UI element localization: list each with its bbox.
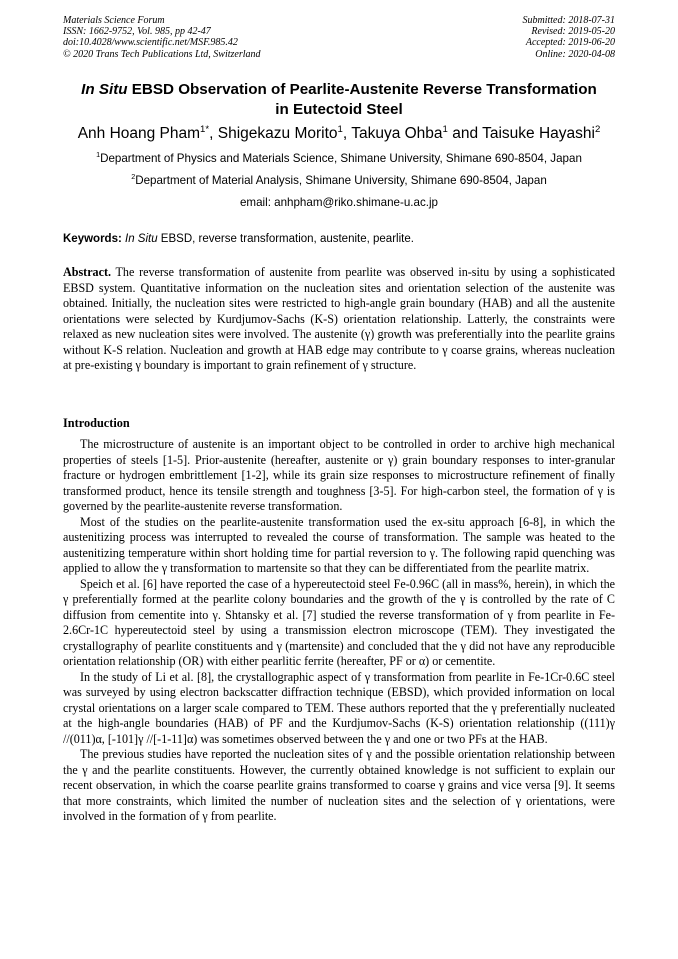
date-accepted: Accepted: 2019-06-20 [525, 37, 615, 49]
date-submitted: Submitted: 2018-07-31 [522, 15, 615, 26]
keywords-italic: In Situ [125, 233, 158, 245]
paper-title [40, 80, 638, 119]
affiliation-sup: 1 [96, 150, 101, 160]
affiliation-2 [30, 174, 648, 188]
section-heading: Introduction [63, 416, 130, 430]
author-name: Anh Hoang Pham [77, 125, 201, 142]
abstract [63, 265, 615, 374]
author-sup: 1 [442, 123, 448, 135]
paragraph: Most of the studies on the pearlite-austenite transformation used the ex-situ approach [6-8], in which the austenitizing process was interrupted to revealed the course of transformation. The sample was heated to the austenitizing temperature within short holding time for partial reversion to γ. The following rapid quenching was applied to allow the γ transformation to martensite so that they can be differentiated from the pearlite matrix. [63, 514, 615, 575]
abstract-text: The reverse transformation of austenite from pearlite was observed in-situ by using a sophisticated EBSD system. Quantitative information on the nucleation sites and orientation selection of the austenite was obtained. Initially, the nucleation sites were restricted to high-angle grain boundary (HAB) and all the austenite orientations were selected by Kurdjumov-Sachs (K-S) orientation relationship. Latterly, the constraints were relaxed as new nucleation sites were involved. The austenite (γ) growth was preferentially into the pearlite grains without K-S relation. Nucleation and growth at HAB edge may contribute to γ coarse grains, whereas nucleation at pre-existing γ boundary is important to grain refinement of γ structure. [63, 265, 615, 372]
affiliation-text: Department of Material Analysis, Shimane University, Shimane 690-8504, Japan [135, 174, 547, 187]
paragraph: In the study of Li et al. [8], the crystallographic aspect of γ transformation from pearlite in Fe-1Cr-0.6C steel was surveyed by using electron backscatter diffraction technique (EBSD), which provided information on local crystal orientations on a larger scale compared to TEM. These authors reported that the γ preferentially nucleated at the high-angle boundaries (HAB) of PF and the Kurdjumov-Sachs (K-S) orientation relationship ((111)γ //(011)α, [-101]γ //[-1-11]α) was sometimes observed between the γ and one or two PFs at the HAB. [63, 669, 615, 746]
journal-name: Materials Science Forum [63, 15, 165, 26]
title-line1: EBSD Observation of Pearlite-Austenite Reverse Transformation [127, 81, 597, 98]
keywords [63, 232, 618, 246]
author-name: Taisuke Hayashi [482, 125, 595, 142]
affiliation-sup: 2 [131, 172, 136, 182]
author-sup: 2 [594, 123, 601, 135]
journal-issn: ISSN: 1662-9752, Vol. 985, pp 42-47 [63, 26, 211, 38]
paragraph: Speich et al. [6] have reported the case of a hypereutectoid steel Fe-0.96C (all in mass%, herein), in which the γ preferentially formed at the pearlite colony boundaries and the growth of the γ is controlled by the rate of C diffusion from cementite into γ. Shtansky et al. [7] studied the reverse transformation of γ from pearlite in Fe-2.6Cr-1C hypereutectoid steel by using a transmission electron microscope (TEM). They investigated the crystallography of pearlite constituents and γ (martensite) and concluded that the γ did not have any reproducible orientation relationship (OR) with either pearlitic ferrite (hereafter, PF or α) or cementite. [63, 576, 615, 668]
author-sep: , [209, 125, 218, 142]
date-revised: Revised: 2019-05-20 [531, 26, 615, 38]
paragraph: The previous studies have reported the nucleation sites of γ and the possible orientation relationship between the γ and the pearlite constituents. However, the currently obtained knowledge is not sufficient to explain our recent observation, in which the coarse pearlite grains transformed to coarse γ grains and vice versa [9]. It seems that more constraints, which limited the number of nucleation sites and the selection of γ orientations, were involved in the formation of γ from pearlite. [63, 747, 615, 823]
abstract-label: Abstract. [63, 265, 112, 279]
author-sep: and [447, 125, 483, 142]
journal-info [63, 15, 261, 60]
keywords-label: Keywords: [63, 233, 122, 245]
affiliation-text: Department of Physics and Materials Science, Shimane University, Shimane 690-8504, Japan [100, 152, 582, 165]
keywords-text: EBSD, reverse transformation, austenite, pearlite. [157, 233, 414, 245]
author-sup: 1 [337, 123, 343, 135]
affiliation-1 [30, 152, 648, 166]
author-sep: , [342, 125, 352, 142]
submission-dates [523, 15, 616, 60]
journal-doi: doi:10.4028/www.scientific.net/MSF.985.42 [63, 37, 238, 49]
title-italic: In Situ [81, 81, 128, 98]
title-line2: in Eutectoid Steel [275, 100, 403, 118]
author-list [30, 124, 648, 143]
date-online: Online: 2020-04-08 [535, 48, 615, 60]
author-name: Takuya Ohba [351, 125, 443, 142]
introduction-body [63, 437, 615, 825]
paragraph: The microstructure of austenite is an important object to be controlled in order to archive high mechanical properties of steels [1-5]. Prior-austenite (hereafter, austenite or γ) grain boundary responses to inter-granular fracture or hydrogen embrittlement [1-2], while its grain size responses to microstructure refinement of finally transformed product, hence its tensile strength and toughness [3-5]. For high-carbon steel, the formation of γ is governed by the pearlite-austenite reverse transformation. [63, 437, 615, 513]
journal-copyright: © 2020 Trans Tech Publications Ltd, Switzerland [63, 48, 261, 60]
author-sup: 1* [200, 123, 210, 135]
contact-email[interactable]: email: anhpham@riko.shimane-u.ac.jp [239, 196, 438, 209]
author-name: Shigekazu Morito [217, 125, 338, 142]
